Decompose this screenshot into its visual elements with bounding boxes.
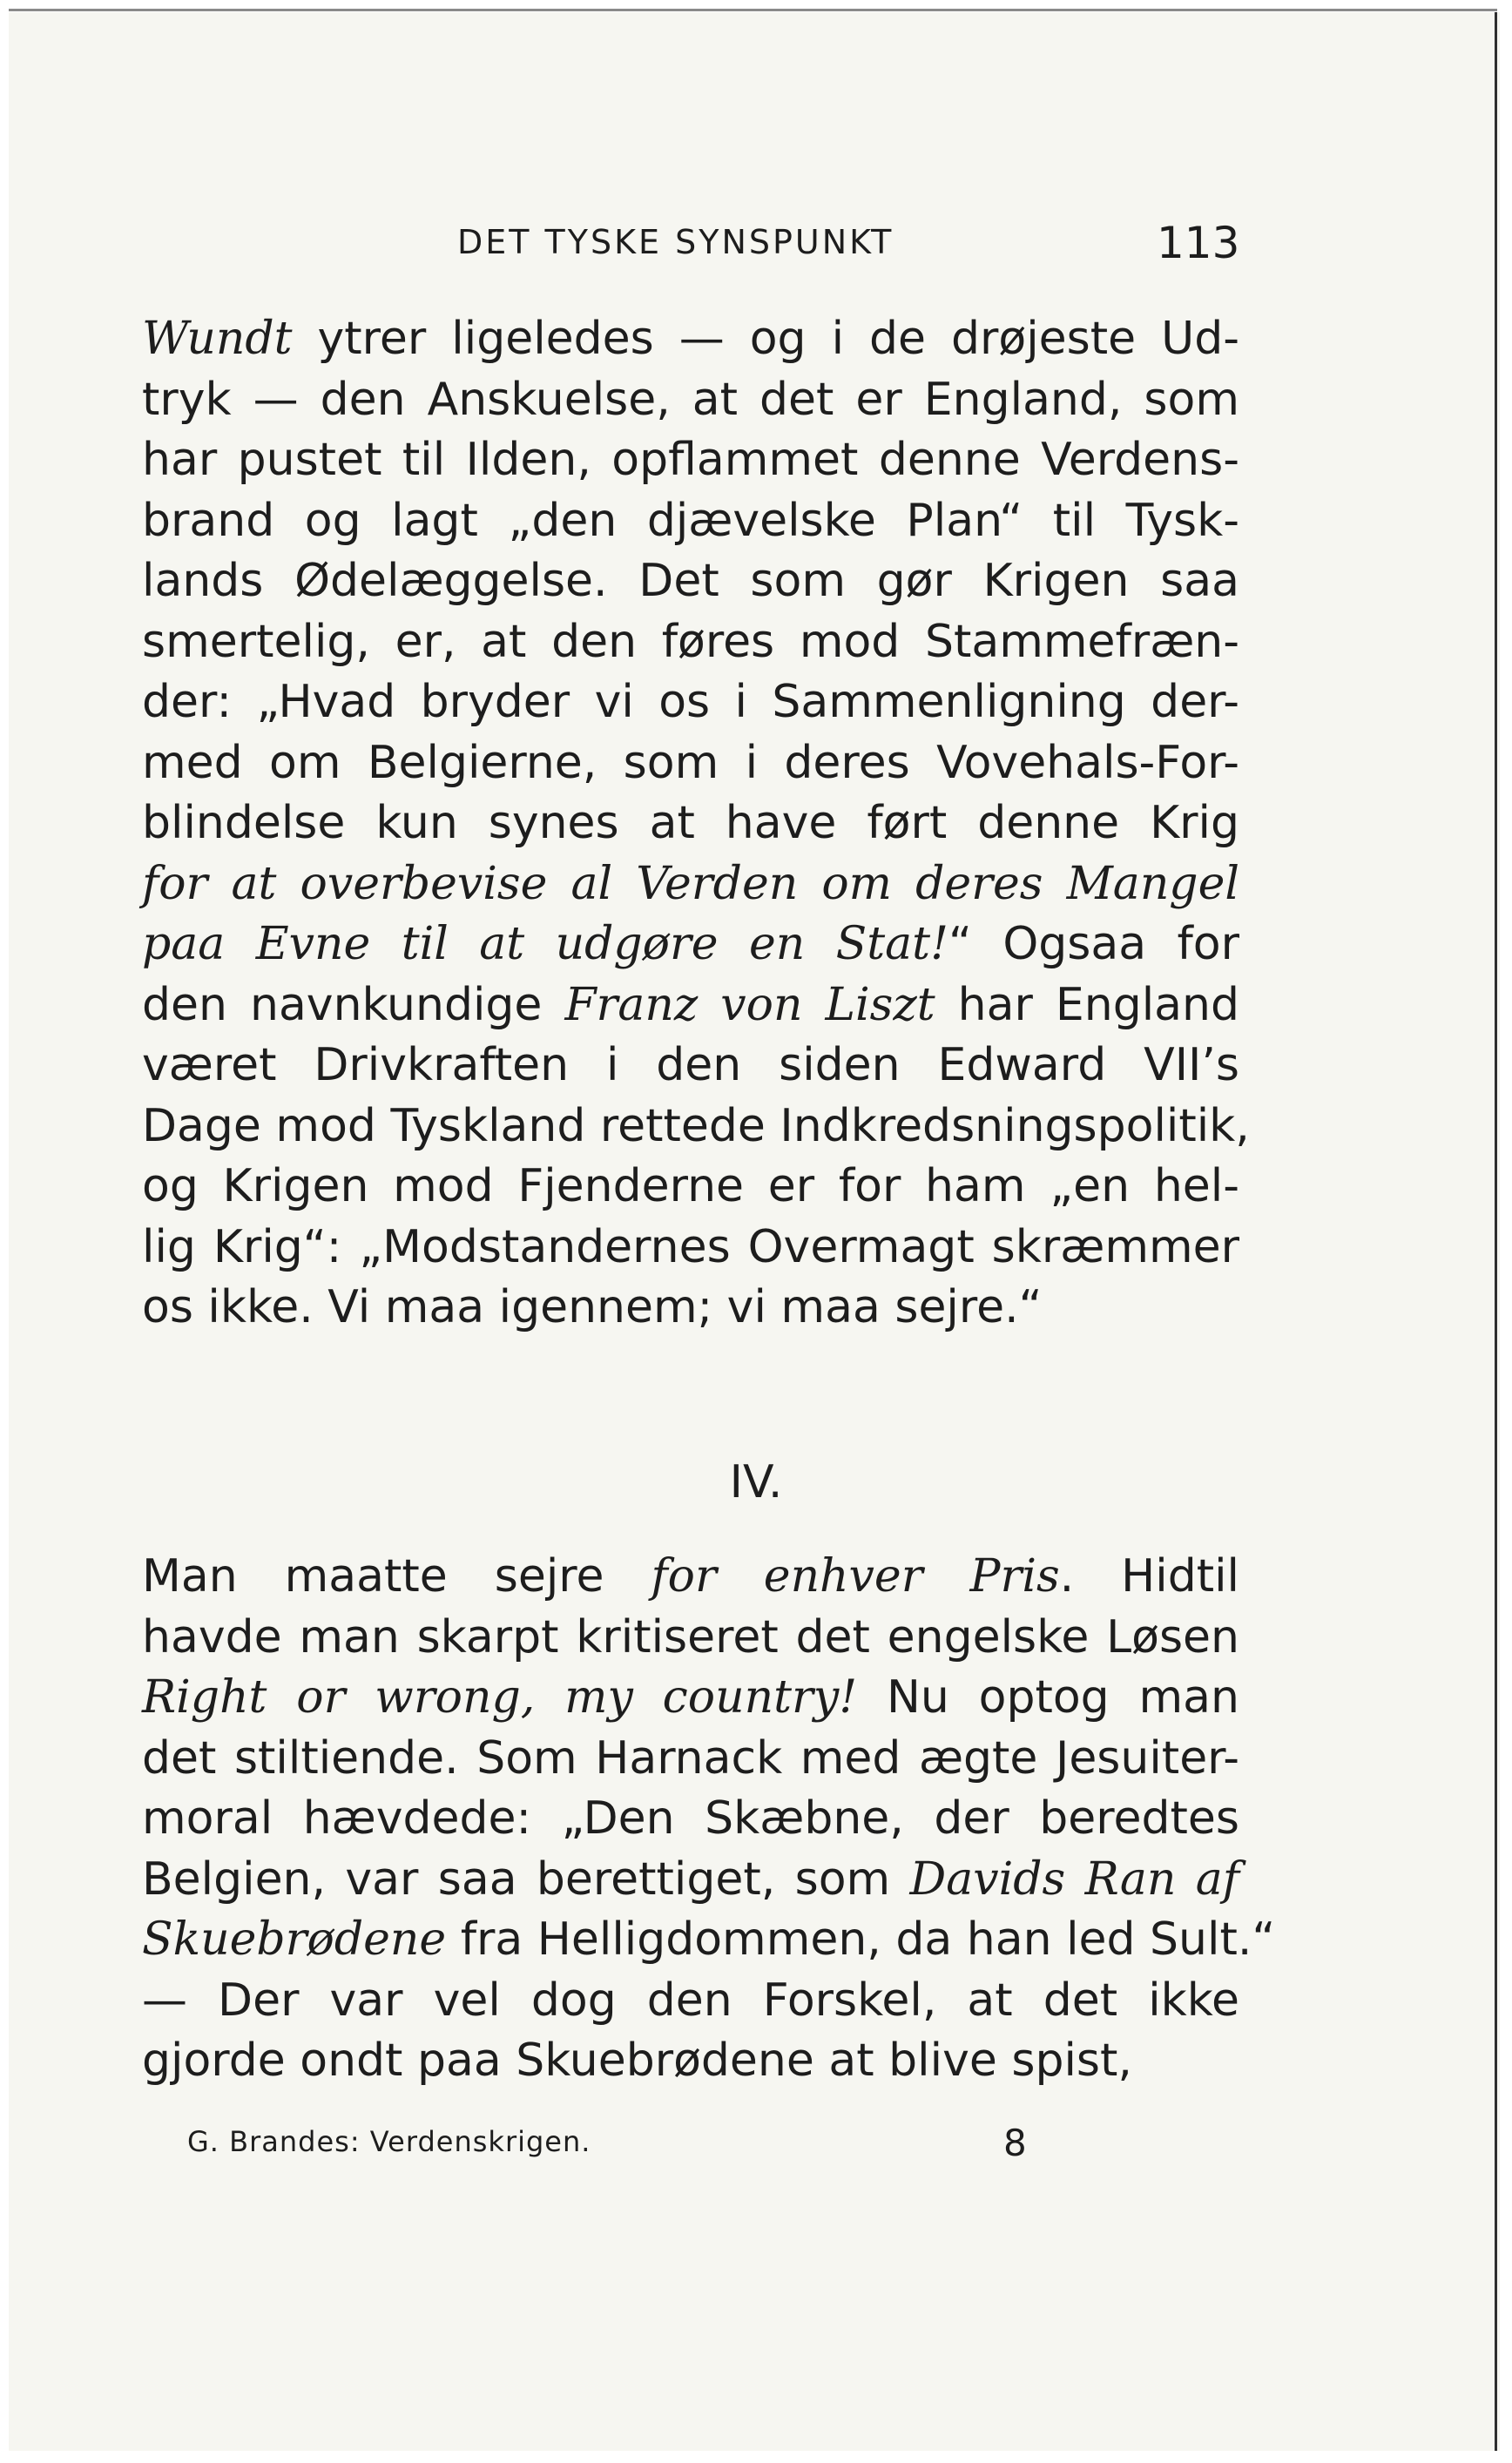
page-edge-top — [9, 9, 1497, 11]
text-line — [142, 914, 1239, 975]
italic-text: Franz von Liszt — [564, 978, 935, 1031]
text-line — [142, 1608, 1239, 1669]
text-line — [142, 1850, 1239, 1911]
italic-text: Right or wrong, my country! — [142, 1671, 858, 1724]
text-line — [142, 430, 1239, 491]
italic-text: paa Evne til at udgøre en Stat! — [142, 918, 948, 970]
section-heading: IV. — [729, 1456, 783, 1508]
paragraph-2 — [142, 1547, 1276, 2092]
text-line — [142, 1729, 1239, 1790]
text-run: der: „Hvad bryder vi os i Sammenligning der- — [142, 676, 1239, 728]
text-run: . Hidtil — [1059, 1550, 1239, 1603]
italic-text: for enhver Pris — [651, 1550, 1060, 1603]
text-line — [142, 370, 1239, 431]
sheet-number: 8 — [1003, 2122, 1027, 2164]
text-line — [142, 1789, 1239, 1850]
text-run: Dage mod Tyskland rettede Indkredsningspolitik, — [142, 1099, 1250, 1152]
signature-line: G. Brandes: Verdenskrigen. — [187, 2125, 591, 2158]
text-run: lig Krig“: „Modstandernes Overmagt skræmmer — [142, 1220, 1239, 1273]
text-run: moral hævdede: „Den Skæbne, der beredtes — [142, 1792, 1239, 1845]
text-run: lands Ødelæggelse. Det som gør Krigen saa — [142, 555, 1239, 607]
text-line — [142, 1971, 1239, 2032]
text-run: gjorde ondt paa Skuebrødene at blive spist, — [142, 2035, 1132, 2087]
text-run: har pustet til Ilden, opflammet denne Verdens- — [142, 434, 1239, 486]
text-line — [142, 309, 1239, 370]
text-run: Man maatte sejre — [142, 1550, 651, 1603]
text-line — [142, 612, 1239, 673]
text-line — [142, 793, 1239, 854]
text-line — [142, 1036, 1239, 1097]
text-line — [142, 1910, 1276, 1971]
text-run: tryk — den Anskuelse, at det er England, som — [142, 373, 1239, 426]
text-run: brand og lagt „den djævelske Plan“ til Tysk- — [142, 494, 1239, 547]
text-run: og Krigen mod Fjenderne er for ham „en hel- — [142, 1160, 1239, 1212]
page-number: 113 — [1157, 218, 1240, 268]
page-header — [0, 218, 1512, 279]
text-line — [142, 1547, 1239, 1608]
page-edge-right — [1495, 12, 1497, 2451]
text-run: havde man skarpt kritiseret det engelske Løsen — [142, 1610, 1239, 1663]
text-line — [142, 1157, 1239, 1218]
text-run: Nu optog man — [857, 1671, 1240, 1724]
text-run: har England — [935, 978, 1240, 1031]
text-run: det stiltiende. Som Harnack med ægte Jesuiter- — [142, 1731, 1239, 1785]
italic-text: Wundt — [142, 313, 293, 365]
text-line — [142, 1668, 1239, 1729]
text-run: smertelig, er, at den føres mod Stammefræn- — [142, 615, 1239, 668]
text-run: — Der var vel dog den Forskel, at det ikke — [142, 1974, 1239, 2027]
text-run: blindelse kun synes at have ført denne Krig — [142, 797, 1239, 849]
text-line — [142, 733, 1239, 794]
text-run: “ Ogsaa for — [948, 918, 1239, 970]
text-line — [142, 975, 1239, 1036]
text-line — [142, 1218, 1239, 1279]
text-line — [142, 491, 1239, 552]
paragraph-1 — [142, 309, 1250, 1339]
text-line — [142, 551, 1239, 612]
text-line — [142, 2031, 1239, 2092]
text-run: ytrer ligeledes — og i de drøjeste Ud- — [292, 313, 1239, 365]
running-head: DET TYSKE SYNSPUNKT — [457, 223, 894, 261]
italic-text: Skuebrødene — [142, 1913, 447, 1966]
text-run: os ikke. Vi maa igennem; vi maa sejre.“ — [142, 1281, 1043, 1333]
text-line — [142, 672, 1239, 733]
italic-text: Davids Ran af — [909, 1852, 1239, 1906]
text-run: med om Belgierne, som i deres Vovehals-For- — [142, 736, 1239, 789]
text-run: været Drivkraften i den siden Edward VII’s — [142, 1039, 1239, 1091]
text-run: den navnkundige — [142, 978, 565, 1031]
italic-text: for at overbevise al Verden om deres Mangel — [142, 857, 1239, 910]
text-line — [142, 1097, 1250, 1157]
text-run: fra Helligdommen, da han led Sult.“ — [446, 1913, 1276, 1966]
text-line — [142, 854, 1239, 915]
text-line — [142, 1278, 1239, 1339]
text-run: Belgien, var saa berettiget, som — [142, 1852, 910, 1906]
page-footer — [0, 2116, 1512, 2169]
